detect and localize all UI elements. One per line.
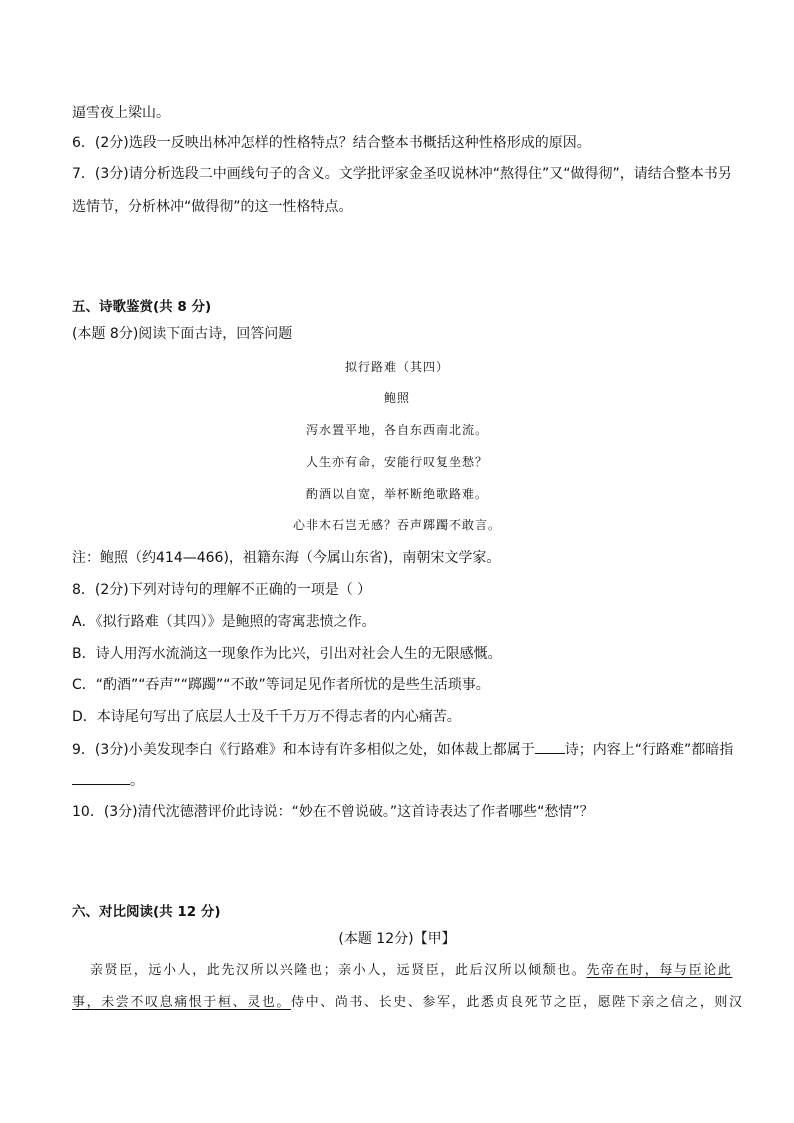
section-5-heading: 五、诗歌鉴赏(共 8 分) [72, 299, 212, 315]
question-7-line1: 7．(3分)请分析选段二中画线句子的含义。文学批评家金圣叹说林冲“熬得住”又“做得彻”，请结合整本书另 [72, 166, 732, 182]
question-9-line1 [72, 739, 733, 760]
section-6-intro: (本题 12分)【甲】 [338, 931, 456, 947]
question-9-end: 。 [130, 773, 144, 789]
answer-blank [72, 770, 130, 785]
option-a: A．《拟行路难（其四）》是鲍照的寄寓悲愤之作。 [72, 614, 376, 630]
question-6: 6．(2分)选段一反映出林冲怎样的性格特点？结合整本书概括这种性格形成的原因。 [72, 135, 591, 151]
question-8: 8．(2分)下列对诗句的理解不正确的一项是（ ） [72, 582, 372, 598]
poem-line: 心非木石岂无感？吞声踯躅不敢言。 [292, 518, 501, 532]
classical-text-line1 [90, 961, 732, 981]
poem-note: 注：鲍照（约414—466)，祖籍东海（今属山东省)，南朝宋文学家。 [72, 550, 501, 566]
underlined-sentence: 事，未尝不叹息痛恨于桓、灵也。 [72, 995, 292, 1010]
poem-title: 拟行路难（其四） [344, 360, 449, 374]
option-b: B．诗人用泻水流淌这一现象作为比兴，引出对社会人生的无限感慨。 [72, 646, 502, 662]
question-9-line2 [72, 770, 144, 791]
poem-author: 鲍照 [383, 391, 410, 405]
option-c: C．“酌酒”“吞声”“踯躅”“不敢”等词足见作者所忧的是些生活琐事。 [72, 677, 490, 693]
question-7-line2: 选情节，分析林冲“做得彻”的这一性格特点。 [72, 199, 353, 215]
classical-text: 亲贤臣，远小人，此先汉所以兴隆也；亲小人，远贤臣，此后汉所以倾颓也。 [90, 963, 587, 978]
classical-text: 侍中、尚书、长史、参军，此悉贞良死节之臣，愿陛下亲之信之，则汉 [291, 995, 744, 1010]
answer-blank [535, 739, 565, 754]
poem-line: 泻水置平地，各自东西南北流。 [305, 423, 488, 437]
question-9-text-1: 9．(3分)小美发现李白《行路难》和本诗有许多相似之处，如体裁上都属于 [72, 742, 535, 758]
poem-line: 酌酒以自宽，举杯断绝歌路难。 [305, 487, 488, 501]
question-10: 10．(3分)清代沈德潜评价此诗说：“妙在不曾说破。”这首诗表达了作者哪些“愁情”？ [72, 804, 594, 820]
option-d: D．本诗尾句写出了底层人士及千千万万不得志者的内心痛苦。 [72, 709, 461, 725]
underlined-sentence: 先帝在时，每与臣论此 [586, 963, 733, 978]
question-9-text-2: 诗；内容上“行路难”都暗指 [564, 742, 734, 758]
classical-text-line2 [72, 993, 744, 1013]
poem-line: 人生亦有命，安能行叹复坐愁？ [305, 455, 488, 469]
section-6-heading: 六、对比阅读(共 12 分) [72, 904, 221, 920]
text-line-continuation: 逼雪夜上梁山。 [72, 105, 170, 121]
section-5-intro: (本题 8分)阅读下面古诗，回答问题 [72, 326, 293, 342]
